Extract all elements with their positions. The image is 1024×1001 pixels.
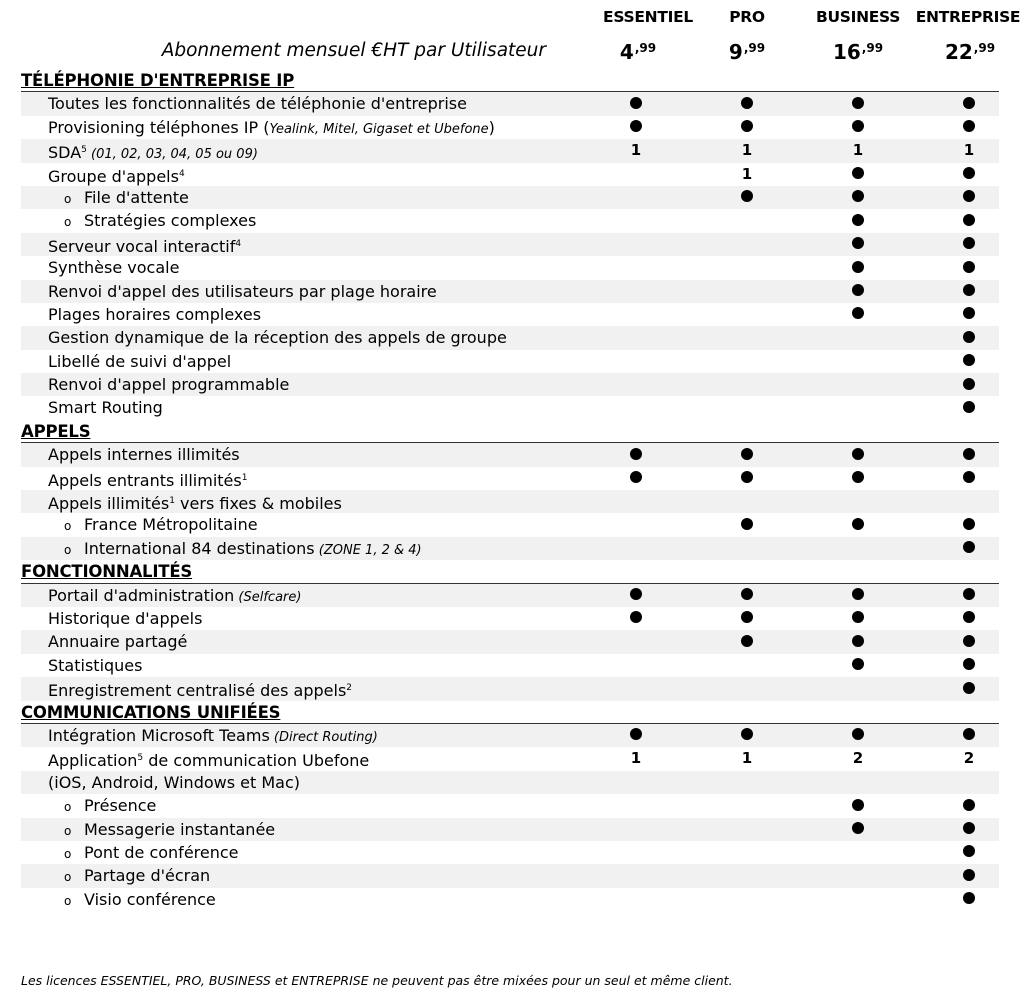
row-label-suffix: de communication Ubefone	[143, 751, 370, 771]
row-label-text: Statistiques	[48, 655, 143, 675]
dot-icon	[963, 190, 975, 202]
table-row	[21, 209, 999, 232]
dot-icon	[963, 541, 975, 553]
included-dot-icon	[838, 818, 878, 841]
included-dot-icon	[616, 116, 656, 139]
included-dot-icon	[949, 794, 989, 817]
section-heading: APPELS	[21, 420, 999, 443]
dot-icon	[963, 97, 975, 109]
included-dot-icon	[727, 443, 767, 466]
table-row	[21, 771, 999, 794]
dot-icon	[963, 401, 975, 413]
included-dot-icon	[949, 256, 989, 279]
included-dot-icon	[838, 513, 878, 536]
included-dot-icon	[727, 607, 767, 630]
table-row	[21, 864, 999, 887]
table-row	[21, 513, 999, 536]
included-dot-icon	[616, 443, 656, 466]
included-dot-icon	[727, 513, 767, 536]
row-label	[48, 607, 202, 630]
included-dot-icon	[949, 841, 989, 864]
row-label	[48, 490, 342, 515]
table-row	[21, 92, 999, 115]
dot-icon	[963, 471, 975, 483]
table-row	[21, 326, 999, 349]
included-dot-icon	[727, 92, 767, 115]
table-row	[21, 373, 999, 396]
included-dot-icon	[949, 373, 989, 396]
row-label-suffix: )	[488, 117, 495, 137]
row-label-text: Visio conférence	[84, 889, 216, 909]
dot-icon	[963, 682, 975, 694]
row-label-text: Groupe d'appels	[48, 166, 179, 186]
dot-icon	[741, 448, 753, 460]
row-label	[48, 303, 261, 326]
row-label-suffix: vers fixes & mobiles	[174, 494, 342, 514]
included-dot-icon	[838, 163, 878, 186]
dot-icon	[852, 284, 864, 296]
dot-icon	[741, 728, 753, 740]
dot-icon	[963, 822, 975, 834]
footnote-ref: 1	[169, 496, 175, 507]
row-label	[48, 233, 241, 258]
dot-icon	[630, 97, 642, 109]
included-dot-icon	[949, 864, 989, 887]
included-dot-icon	[949, 280, 989, 303]
price-business-dec: ,99	[861, 41, 884, 55]
included-dot-icon	[949, 467, 989, 490]
dot-icon	[963, 378, 975, 390]
row-label	[64, 794, 156, 819]
table-row	[21, 747, 999, 770]
included-dot-icon	[727, 467, 767, 490]
cell-quantity: 1	[630, 749, 642, 768]
dot-icon	[852, 307, 864, 319]
table-row	[21, 537, 999, 560]
dot-icon	[963, 799, 975, 811]
dot-icon	[963, 448, 975, 460]
included-dot-icon	[949, 818, 989, 841]
price-pro-int: 9	[728, 40, 743, 64]
row-label	[64, 841, 239, 866]
dot-icon	[852, 237, 864, 249]
footnote-ref: 4	[178, 168, 185, 179]
plan-header-essentiel: ESSENTIEL	[603, 8, 693, 26]
dot-icon	[630, 611, 642, 623]
footnote-ref: 4	[235, 238, 242, 249]
dot-icon	[630, 448, 642, 460]
dot-icon	[852, 471, 864, 483]
cell-quantity: 1	[963, 141, 975, 160]
table-row	[21, 280, 999, 303]
table-row	[21, 116, 999, 139]
list-bullet: o	[64, 542, 72, 557]
row-label-text: Toutes les fonctionnalités de téléphonie d'entreprise	[48, 94, 467, 114]
table-row	[21, 233, 999, 256]
row-label-text: Renvoi d'appel des utilisateurs par plage horaire	[48, 281, 437, 301]
row-label	[48, 584, 301, 609]
row-label	[48, 163, 185, 188]
dot-icon	[741, 97, 753, 109]
price-essentiel-int: 4	[619, 40, 634, 64]
price-entreprise	[930, 40, 1010, 64]
table-row	[21, 490, 999, 513]
dot-icon	[852, 448, 864, 460]
included-dot-icon	[727, 116, 767, 139]
table-row	[21, 139, 999, 162]
included-dot-icon	[616, 724, 656, 747]
row-label-text: Enregistrement centralisé des appels	[48, 681, 347, 701]
table-row	[21, 630, 999, 653]
dot-icon	[852, 635, 864, 647]
dot-icon	[963, 845, 975, 857]
row-label	[64, 864, 210, 889]
included-dot-icon	[949, 233, 989, 256]
cell-quantity: 1	[852, 141, 864, 160]
included-dot-icon	[727, 186, 767, 209]
row-label	[48, 280, 437, 303]
included-dot-icon	[949, 303, 989, 326]
row-label-text: Serveur vocal interactif	[48, 236, 236, 256]
included-dot-icon	[838, 724, 878, 747]
list-bullet: o	[64, 519, 72, 534]
dot-icon	[852, 588, 864, 600]
row-label	[48, 747, 369, 772]
table-row	[21, 794, 999, 817]
footnote-ref: 5	[81, 145, 87, 156]
plan-header-business: BUSINESS	[815, 8, 901, 26]
row-label-text: Renvoi d'appel programmable	[48, 375, 290, 395]
dot-icon	[852, 190, 864, 202]
row-label-text: France Métropolitaine	[84, 515, 258, 535]
included-dot-icon	[949, 537, 989, 560]
row-label	[48, 396, 163, 419]
row-label-text: Historique d'appels	[48, 608, 203, 628]
row-label-text: Gestion dynamique de la réception des appels de groupe	[48, 328, 507, 348]
included-dot-icon	[838, 630, 878, 653]
cell-quantity: 2	[852, 749, 864, 768]
list-bullet: o	[64, 215, 72, 230]
included-dot-icon	[838, 467, 878, 490]
footnote-ref: 1	[241, 472, 248, 483]
plan-header-pro: PRO	[729, 8, 765, 26]
dot-icon	[852, 167, 864, 179]
cell-quantity: 1	[741, 141, 753, 160]
table-row	[21, 818, 999, 841]
included-dot-icon	[727, 724, 767, 747]
row-label-text: Appels illimités	[48, 494, 170, 514]
price-business-int: 16	[832, 40, 861, 64]
row-note: (ZONE 1, 2 & 4)	[314, 542, 422, 558]
included-dot-icon	[838, 280, 878, 303]
row-label	[48, 92, 467, 115]
footnote-ref: 2	[346, 683, 353, 694]
row-label	[48, 677, 352, 702]
row-label-text: Provisioning téléphones IP (	[48, 117, 270, 137]
dot-icon	[852, 518, 864, 530]
included-dot-icon	[949, 186, 989, 209]
price-business	[818, 40, 898, 64]
dot-icon	[963, 237, 975, 249]
included-dot-icon	[949, 209, 989, 232]
included-dot-icon	[949, 607, 989, 630]
row-label	[48, 724, 378, 749]
list-bullet: o	[64, 823, 72, 838]
row-label-text: Appels internes illimités	[48, 445, 240, 465]
row-note: (Selfcare)	[234, 589, 302, 605]
included-dot-icon	[838, 607, 878, 630]
section-heading: COMMUNICATIONS UNIFIÉES	[21, 701, 999, 724]
row-label-text: Annuaire partagé	[48, 632, 188, 652]
dot-icon	[963, 728, 975, 740]
row-label-text: Application	[48, 751, 138, 771]
row-label	[48, 630, 187, 653]
dot-icon	[630, 588, 642, 600]
included-dot-icon	[949, 396, 989, 419]
included-dot-icon	[838, 209, 878, 232]
dot-icon	[741, 471, 753, 483]
row-label-text: Smart Routing	[48, 398, 163, 418]
included-dot-icon	[727, 630, 767, 653]
included-dot-icon	[949, 677, 989, 700]
row-label	[48, 256, 179, 279]
included-dot-icon	[727, 584, 767, 607]
included-dot-icon	[616, 467, 656, 490]
included-dot-icon	[838, 584, 878, 607]
cell-quantity: 1	[741, 749, 753, 768]
dot-icon	[963, 284, 975, 296]
dot-icon	[852, 728, 864, 740]
row-label	[64, 888, 216, 913]
features-table	[21, 69, 999, 911]
dot-icon	[963, 518, 975, 530]
row-label-text: Stratégies complexes	[84, 211, 257, 231]
included-dot-icon	[616, 607, 656, 630]
dot-icon	[963, 869, 975, 881]
list-bullet: o	[64, 191, 72, 206]
included-dot-icon	[949, 326, 989, 349]
row-label-text: (iOS, Android, Windows et Mac)	[48, 772, 300, 792]
list-bullet: o	[64, 893, 72, 908]
dot-icon	[963, 611, 975, 623]
included-dot-icon	[949, 513, 989, 536]
dot-icon	[741, 635, 753, 647]
included-dot-icon	[838, 794, 878, 817]
row-note: Yealink, Mitel, Gigaset et Ubefone	[269, 121, 489, 137]
table-row	[21, 584, 999, 607]
row-label	[48, 771, 300, 794]
dot-icon	[630, 120, 642, 132]
row-label-text: Libellé de suivi d'appel	[48, 351, 232, 371]
dot-icon	[963, 214, 975, 226]
table-row	[21, 607, 999, 630]
dot-icon	[963, 261, 975, 273]
included-dot-icon	[949, 654, 989, 677]
table-row	[21, 467, 999, 490]
row-label	[48, 326, 507, 349]
table-row	[21, 303, 999, 326]
row-label	[48, 443, 240, 466]
dot-icon	[741, 518, 753, 530]
row-label-text: Synthèse vocale	[48, 258, 180, 278]
table-row	[21, 443, 999, 466]
row-label-text: Plages horaires complexes	[48, 304, 262, 324]
row-label-text: SDA	[48, 143, 82, 163]
dot-icon	[963, 354, 975, 366]
dot-icon	[963, 588, 975, 600]
price-essentiel	[598, 40, 678, 64]
section-heading: TÉLÉPHONIE D'ENTREPRISE IP	[21, 69, 999, 92]
price-entreprise-dec: ,99	[973, 41, 996, 55]
dot-icon	[963, 120, 975, 132]
cell-quantity: 1	[630, 141, 642, 160]
dot-icon	[852, 214, 864, 226]
dot-icon	[741, 190, 753, 202]
included-dot-icon	[838, 256, 878, 279]
table-row	[21, 654, 999, 677]
dot-icon	[852, 120, 864, 132]
row-label	[64, 537, 422, 562]
dot-icon	[741, 588, 753, 600]
price-pro	[707, 40, 787, 64]
dot-icon	[852, 611, 864, 623]
included-dot-icon	[949, 724, 989, 747]
price-pro-dec: ,99	[743, 41, 766, 55]
included-dot-icon	[949, 888, 989, 911]
row-label	[48, 373, 289, 396]
dot-icon	[963, 658, 975, 670]
price-essentiel-dec: ,99	[634, 41, 657, 55]
dot-icon	[852, 822, 864, 834]
table-row	[21, 888, 999, 911]
row-label	[48, 467, 247, 492]
dot-icon	[963, 892, 975, 904]
table-row	[21, 396, 999, 419]
included-dot-icon	[838, 186, 878, 209]
included-dot-icon	[949, 630, 989, 653]
dot-icon	[741, 120, 753, 132]
included-dot-icon	[838, 443, 878, 466]
row-label-text: Appels entrants illimités	[48, 470, 242, 490]
row-label-text: File d'attente	[84, 187, 189, 207]
dot-icon	[963, 307, 975, 319]
table-row	[21, 350, 999, 373]
list-bullet: o	[64, 800, 72, 815]
section-heading: FONCTIONNALITÉS	[21, 560, 999, 583]
included-dot-icon	[949, 92, 989, 115]
dot-icon	[630, 471, 642, 483]
row-label-text: International 84 destinations	[84, 538, 315, 558]
row-label	[64, 513, 258, 538]
dot-icon	[741, 611, 753, 623]
included-dot-icon	[838, 92, 878, 115]
included-dot-icon	[949, 163, 989, 186]
row-label	[64, 209, 256, 234]
cell-quantity: 1	[741, 164, 753, 183]
included-dot-icon	[838, 233, 878, 256]
included-dot-icon	[838, 303, 878, 326]
row-label	[64, 186, 189, 211]
row-label	[48, 350, 231, 373]
table-row	[21, 724, 999, 747]
dot-icon	[852, 799, 864, 811]
dot-icon	[963, 331, 975, 343]
included-dot-icon	[949, 443, 989, 466]
included-dot-icon	[949, 350, 989, 373]
cell-quantity: 2	[963, 749, 975, 768]
row-label-text: Messagerie instantanée	[84, 819, 276, 839]
table-row	[21, 841, 999, 864]
included-dot-icon	[616, 92, 656, 115]
row-label	[64, 818, 275, 843]
included-dot-icon	[838, 116, 878, 139]
price-entreprise-int: 22	[944, 40, 973, 64]
included-dot-icon	[838, 654, 878, 677]
row-label-text: Pont de conférence	[84, 842, 239, 862]
row-label	[48, 116, 495, 141]
table-row	[21, 256, 999, 279]
dot-icon	[630, 728, 642, 740]
dot-icon	[852, 261, 864, 273]
row-label-text: Partage d'écran	[84, 866, 211, 886]
row-note: (01, 02, 03, 04, 05 ou 09)	[86, 147, 258, 163]
price-subtitle: Abonnement mensuel €HT par Utilisateur	[161, 40, 546, 61]
dot-icon	[963, 635, 975, 647]
included-dot-icon	[949, 116, 989, 139]
footer-note: Les licences ESSENTIEL, PRO, BUSINESS et ENTREPRISE ne peuvent pas être mixées pour un seul et même client.	[21, 973, 733, 988]
list-bullet: o	[64, 870, 72, 885]
plan-header-entreprise: ENTREPRISE	[915, 8, 1021, 26]
table-row	[21, 677, 999, 700]
included-dot-icon	[949, 584, 989, 607]
row-label	[48, 654, 142, 677]
row-label-text: Portail d'administration	[48, 585, 235, 605]
dot-icon	[852, 658, 864, 670]
row-label-text: Intégration Microsoft Teams	[48, 725, 270, 745]
table-row	[21, 186, 999, 209]
included-dot-icon	[616, 584, 656, 607]
list-bullet: o	[64, 846, 72, 861]
row-label-text: Présence	[84, 796, 157, 816]
dot-icon	[852, 97, 864, 109]
footnote-ref: 5	[137, 753, 144, 764]
table-row	[21, 163, 999, 186]
row-note: (Direct Routing)	[269, 729, 378, 745]
dot-icon	[963, 167, 975, 179]
